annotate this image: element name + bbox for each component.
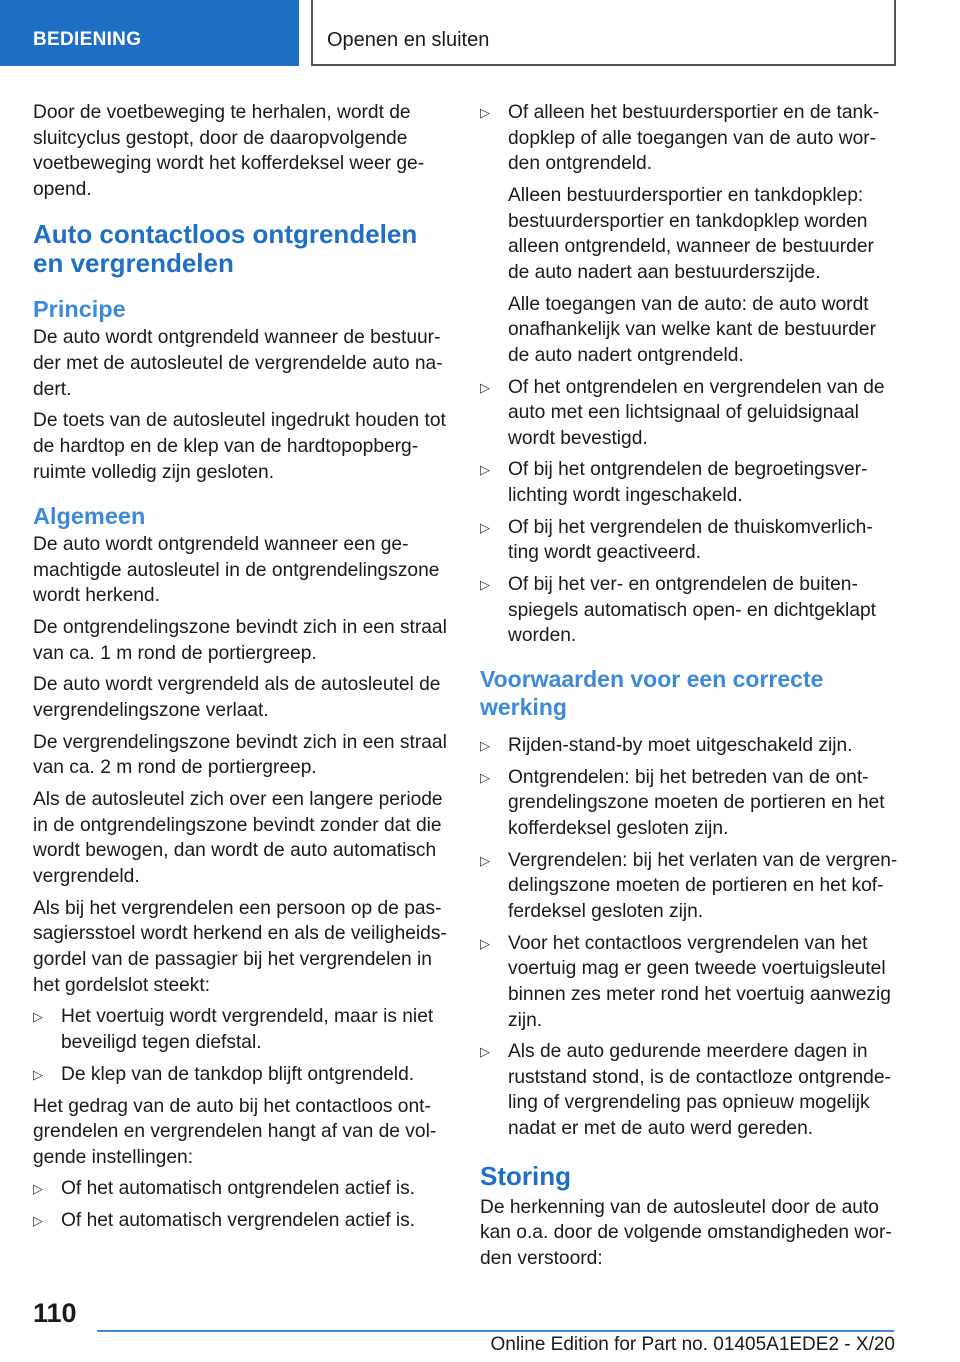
list-item-text: Het voertuig wordt vergrendeld, maar is niet beveiligd tegen diefstal. bbox=[61, 1006, 434, 1053]
list-item bbox=[480, 100, 900, 368]
triangle-bullet-icon: ▷ bbox=[480, 852, 490, 868]
paragraph: Als bij het vergrendelen een persoon op de pas-sagiersstoel wordt herkend en als de veiligheids-gordel van de passagier bij het vergrendelen in het gordelslot steekt: bbox=[33, 897, 447, 996]
list-item-text: Of het automatisch vergrendelen actief is. bbox=[61, 1210, 416, 1232]
list-item bbox=[33, 1176, 448, 1202]
triangle-bullet-icon: ▷ bbox=[480, 519, 490, 535]
list-item-text: Als de auto gedurende meerdere dagen in ruststand stond, is de contactloze ontgrende-ling of vergrendeling pas opnieuw mogelijk nadat er met de auto werd gereden. bbox=[508, 1041, 891, 1140]
principe-heading: Principe bbox=[33, 296, 126, 323]
list-item-text: Of bij het ontgrendelen de begroetingsver-lichting wordt ingeschakeld. bbox=[508, 459, 868, 507]
list-item-text: Voor het contactloos vergrendelen van het voertuig mag er geen tweede voertuigsleutel binnen zes meter rond het voertuig aanwezig zijn. bbox=[508, 932, 891, 1031]
triangle-bullet-icon: ▷ bbox=[33, 1009, 43, 1025]
triangle-bullet-icon: ▷ bbox=[480, 462, 490, 478]
triangle-bullet-icon: ▷ bbox=[480, 379, 490, 395]
list-item-subtext: Alleen bestuurdersportier en tankdopklep: bestuurdersportier en tankdopklep worden alleen ontgrendeld, wanneer de bestuurder de auto nadert aan bestuurderszijde. bbox=[508, 184, 874, 283]
list-item bbox=[480, 457, 900, 508]
page-number: 110 bbox=[33, 1298, 77, 1328]
list-item-text: Of alleen het bestuurdersportier en de tank-dopklep of alle toegangen van de auto wor-den ontgrendeld. bbox=[508, 102, 880, 175]
list-item bbox=[480, 515, 900, 566]
triangle-bullet-icon: ▷ bbox=[480, 577, 490, 593]
paragraph: De toets van de autosleutel ingedrukt houden tot de hardtop en de klep van de hardtopopberg-ruimte volledig zijn gesloten. bbox=[33, 410, 446, 483]
storing-heading: Storing bbox=[480, 1160, 571, 1191]
triangle-bullet-icon: ▷ bbox=[480, 1044, 490, 1060]
left-column bbox=[33, 100, 448, 1240]
footer-divider bbox=[97, 1330, 894, 1332]
paragraph: De auto wordt ontgrendeld wanneer de bestuur-der met de autosleutel de vergrendelde auto na-dert. bbox=[33, 327, 443, 400]
triangle-bullet-icon: ▷ bbox=[33, 1066, 43, 1082]
triangle-bullet-icon: ▷ bbox=[33, 1181, 43, 1197]
list-item-text: Of bij het vergrendelen de thuiskomverlich-ting wordt geactiveerd. bbox=[508, 516, 873, 564]
list-item-text: Of het ontgrendelen en vergrendelen van de auto met een lichtsignaal of geluidsignaal wordt bevestigd. bbox=[508, 376, 885, 449]
list-item bbox=[480, 375, 900, 452]
section-heading: Auto contactloos ontgrendelen en vergrendelen bbox=[33, 219, 418, 279]
triangle-bullet-icon: ▷ bbox=[480, 105, 490, 120]
list-item bbox=[480, 733, 900, 759]
list-item bbox=[480, 931, 900, 1033]
list-item bbox=[33, 1062, 448, 1088]
list-item-text: Ontgrendelen: bij het betreden van de ont-grendelingszone moeten de portieren en het kofferdeksel gesloten zijn. bbox=[508, 766, 885, 839]
list-item bbox=[480, 572, 900, 649]
list-item-text: Vergrendelen: bij het verlaten van de vergren-delingszone moeten de portieren en het kof-ferdeksel gesloten zijn. bbox=[508, 849, 898, 922]
paragraph: Als de autosleutel zich over een langere periode in de ontgrendelingszone bevindt zonder dat die wordt bewogen, dan wordt de auto automatisch vergrendeld. bbox=[33, 789, 443, 887]
triangle-bullet-icon: ▷ bbox=[33, 1213, 43, 1229]
paragraph: De auto wordt vergrendeld als de autosleutel de vergrendelingszone verlaat. bbox=[33, 674, 441, 722]
paragraph: De ontgrendelingszone bevindt zich in een straal van ca. 1 m rond de portiergreep. bbox=[33, 617, 447, 664]
triangle-bullet-icon: ▷ bbox=[480, 935, 490, 951]
list-item bbox=[33, 1208, 448, 1234]
triangle-bullet-icon: ▷ bbox=[480, 769, 490, 785]
list-item-subtext: Alle toegangen van de auto: de auto wordt onafhankelijk van welke kant de bestuurder de auto nadert ontgrendeld. bbox=[508, 293, 876, 366]
list-item bbox=[480, 765, 900, 842]
list-item bbox=[480, 848, 900, 925]
paragraph: De auto wordt ontgrendeld wanneer een ge-machtigde autosleutel in de ontgrendelingszone wordt herkend. bbox=[33, 534, 440, 607]
algemeen-heading: Algemeen bbox=[33, 503, 146, 530]
paragraph: De vergrendelingszone bevindt zich in een straal van ca. 2 m rond de portiergreep. bbox=[33, 731, 447, 779]
right-column bbox=[480, 100, 900, 1278]
list-item bbox=[480, 1039, 900, 1141]
page-title: Openen en sluiten bbox=[311, 0, 896, 66]
paragraph: De herkenning van de autosleutel door de auto kan o.a. door de volgende omstandigheden wor-den verstoord: bbox=[480, 1196, 892, 1269]
voorwaarden-heading: Voorwaarden voor een correcte werking bbox=[480, 666, 824, 720]
section-tab: BEDIENING bbox=[0, 0, 299, 66]
list-item-text: Of het automatisch ontgrendelen actief is. bbox=[61, 1178, 416, 1200]
list-item-text: Of bij het ver- en ontgrendelen de buiten-spiegels automatisch open- en dichtgeklapt worden. bbox=[508, 574, 876, 647]
list-item-text: Rijden-stand-by moet uitgeschakeld zijn. bbox=[508, 735, 853, 756]
footer-edition: Online Edition for Part no. 01405A1EDE2 - X/20 bbox=[490, 1334, 895, 1355]
list-item bbox=[33, 1004, 448, 1055]
triangle-bullet-icon: ▷ bbox=[480, 738, 490, 753]
intro-paragraph: Door de voetbeweging te herhalen, wordt de sluitcyclus gestopt, door de daaropvolgende voetbeweging wordt het kofferdeksel weer ge-opend. bbox=[33, 102, 425, 200]
paragraph: Het gedrag van de auto bij het contactloos ont-grendelen en vergrendelen hangt af van de vol-gende instellingen: bbox=[33, 1095, 437, 1168]
list-item-text: De klep van de tankdop blijft ontgrendeld. bbox=[61, 1063, 415, 1085]
